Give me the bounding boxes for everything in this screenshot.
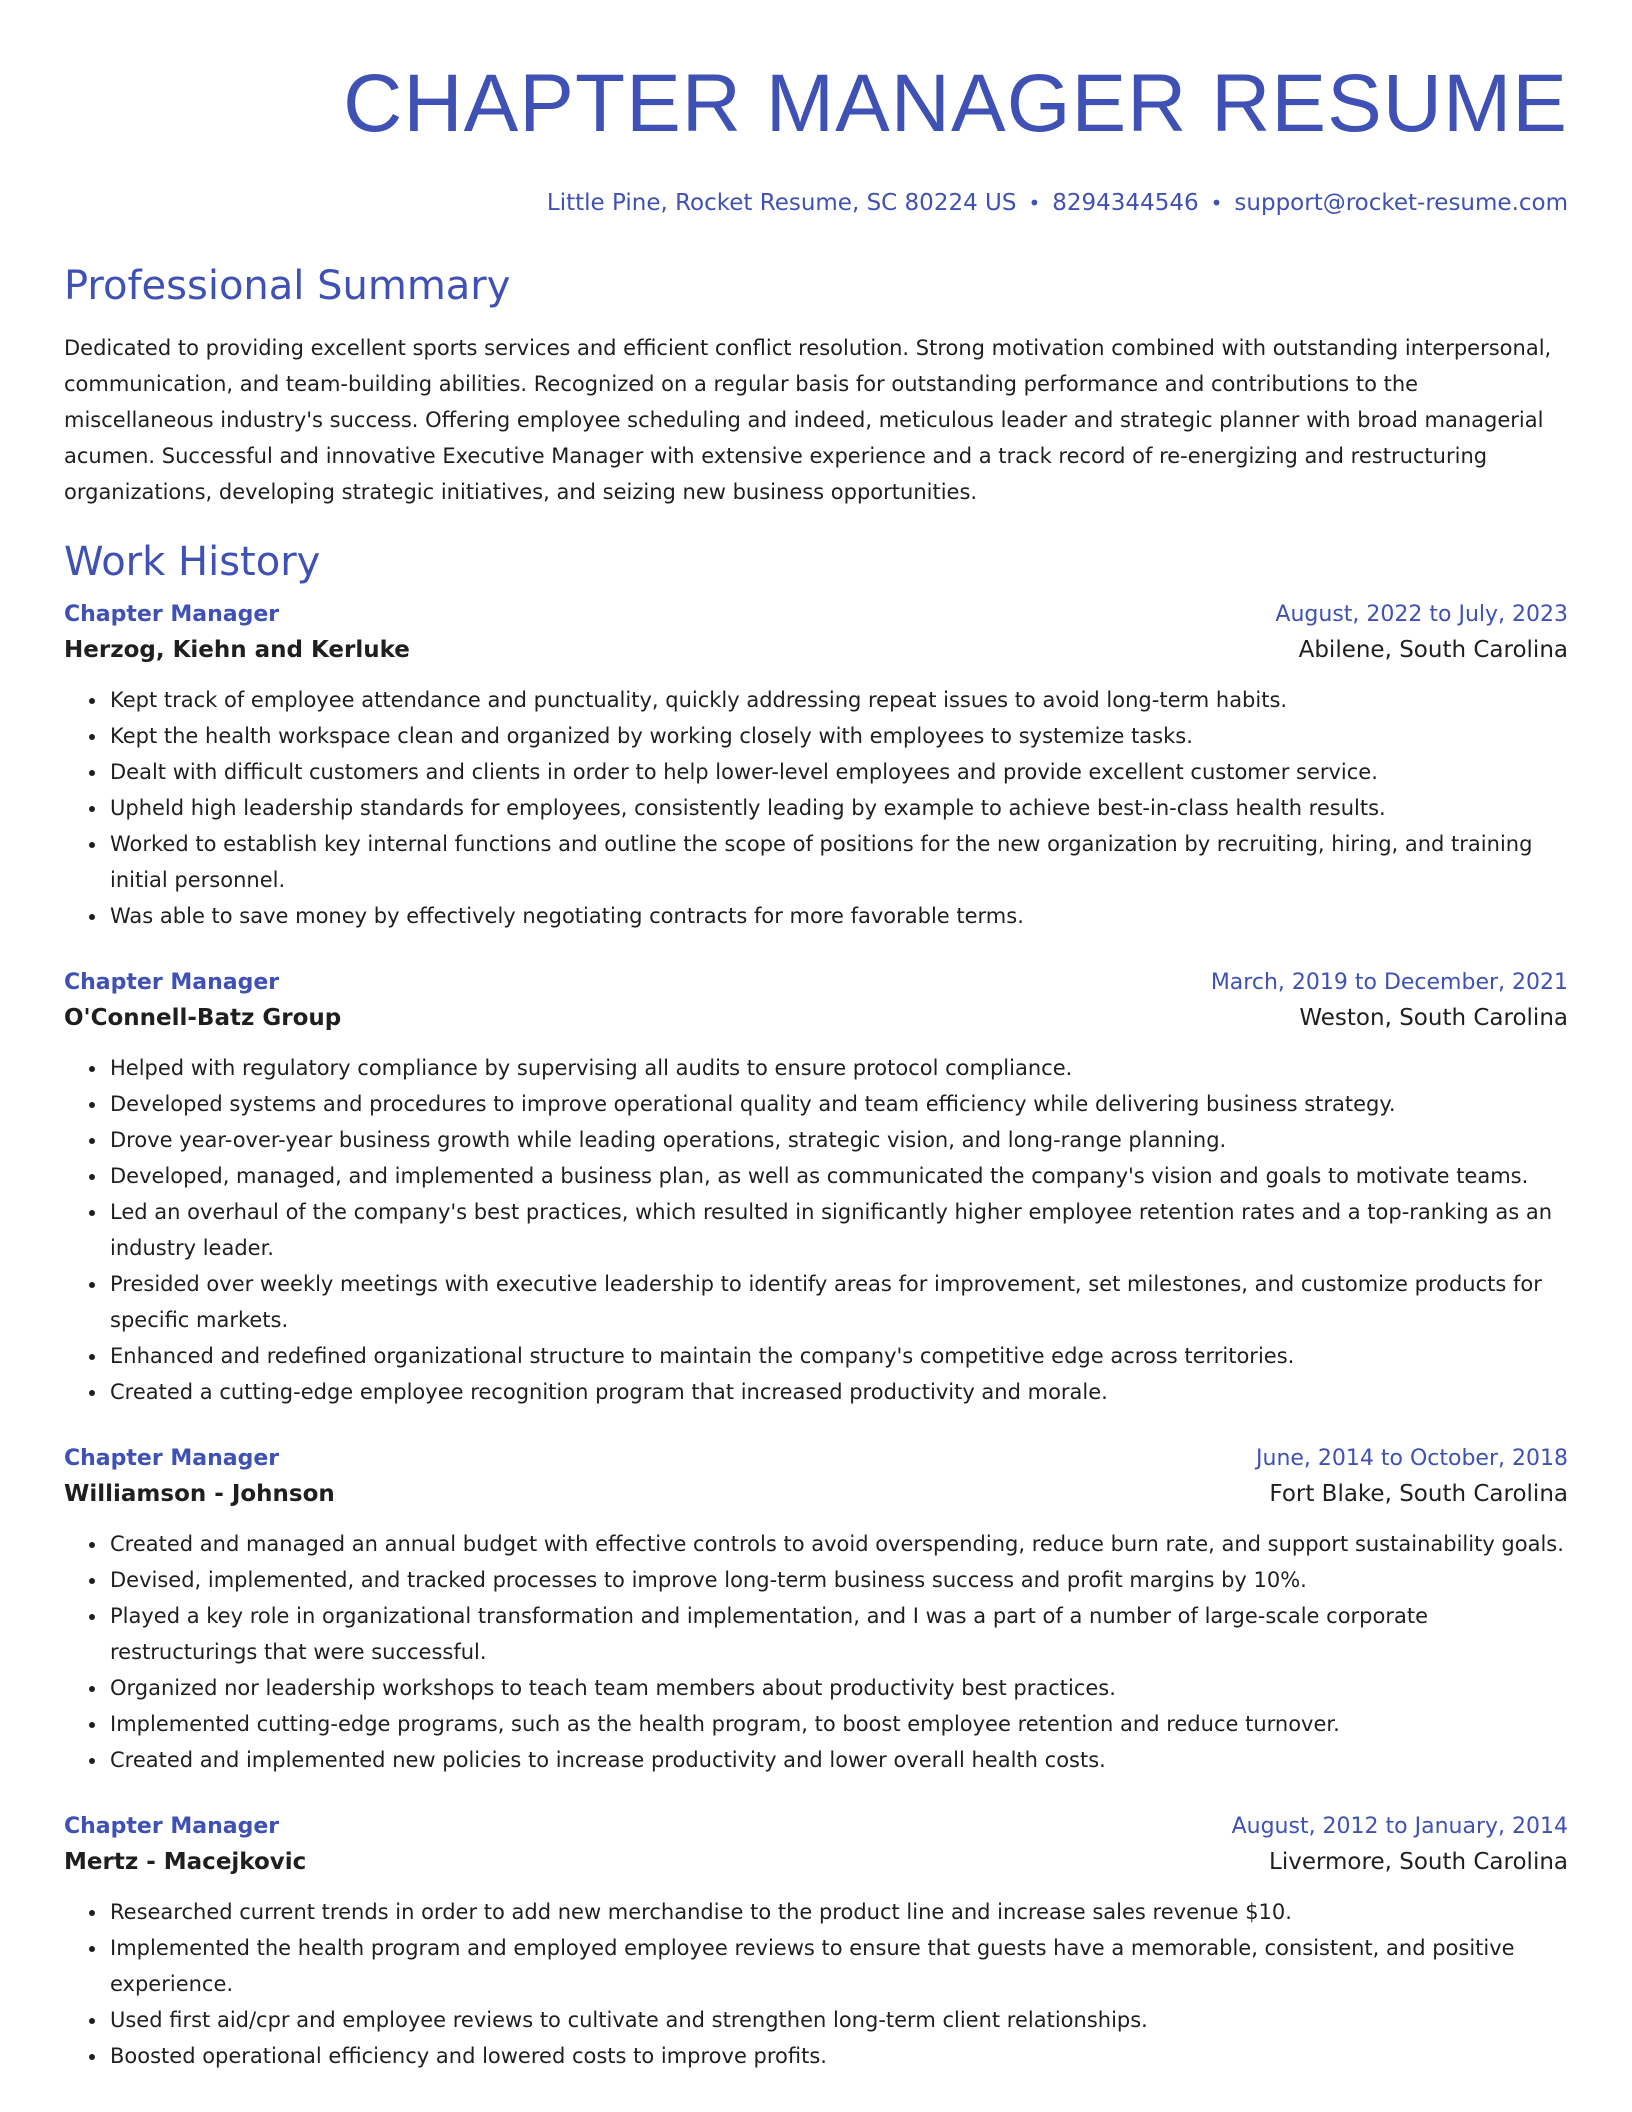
job-bullet: • Drove year-over-year business growth while leading operations, strategic vision, and long-range planning. xyxy=(108,1122,1568,1158)
job-dates: March, 2019 to December, 2021 xyxy=(1210,970,1568,995)
job-bullet: • Enhanced and redefined organizational structure to maintain the company's competitive edge across territories. xyxy=(108,1338,1568,1374)
job-company: O'Connell-Batz Group xyxy=(64,1005,342,1031)
job-bullets xyxy=(64,682,1568,934)
contact-separator: • xyxy=(1210,191,1223,215)
job-bullet: • Implemented the health program and employed employee reviews to ensure that guests have a memorable, consistent, and positive experience. xyxy=(108,1930,1568,2002)
job-bullet: • Helped with regulatory compliance by supervising all audits to ensure protocol compliance. xyxy=(108,1050,1568,1086)
job-header xyxy=(64,966,1568,1000)
job-bullet: • Was able to save money by effectively negotiating contracts for more favorable terms. xyxy=(108,898,1568,934)
job-location: Abilene, South Carolina xyxy=(1298,637,1568,663)
job-bullet: • Boosted operational efficiency and lowered costs to improve profits. xyxy=(108,2038,1568,2074)
work-history-list xyxy=(64,598,1568,2074)
job-subheader xyxy=(64,1844,1568,1880)
job-bullet: • Researched current trends in order to add new merchandise to the product line and increase sales revenue $10. xyxy=(108,1894,1568,1930)
job-location: Livermore, South Carolina xyxy=(1269,1849,1568,1875)
job-header xyxy=(64,598,1568,632)
job-bullets xyxy=(64,1526,1568,1778)
job-company: Herzog, Kiehn and Kerluke xyxy=(64,637,410,663)
job-subheader xyxy=(64,1476,1568,1512)
work-history-heading: Work History xyxy=(64,539,321,585)
job-company: Mertz - Macejkovic xyxy=(64,1849,307,1875)
contact-separator: • xyxy=(1028,191,1041,215)
job-bullet: • Kept track of employee attendance and punctuality, quickly addressing repeat issues to avoid long-term habits. xyxy=(108,682,1568,718)
job-company: Williamson - Johnson xyxy=(64,1481,335,1507)
job-dates: August, 2022 to July, 2023 xyxy=(1275,602,1568,627)
job-entry xyxy=(64,1442,1568,1778)
job-subheader xyxy=(64,632,1568,668)
job-role: Chapter Manager xyxy=(64,970,280,995)
job-bullet: • Created and managed an annual budget with effective controls to avoid overspending, reduce burn rate, and support sustainability goals. xyxy=(108,1526,1568,1562)
summary-heading: Professional Summary xyxy=(64,263,511,309)
job-role: Chapter Manager xyxy=(64,1814,280,1839)
contact-address: Little Pine, Rocket Resume, SC 80224 US xyxy=(546,190,1017,216)
resume-title: CHAPTER MANAGER RESUME xyxy=(343,58,1568,149)
job-bullet: • Dealt with difficult customers and clients in order to help lower-level employees and provide excellent customer service. xyxy=(108,754,1568,790)
job-bullet: • Played a key role in organizational transformation and implementation, and I was a part of a number of large-scale corporate restructurings that were successful. xyxy=(108,1598,1568,1670)
job-location: Weston, South Carolina xyxy=(1299,1005,1568,1031)
job-header xyxy=(64,1442,1568,1476)
resume-page xyxy=(64,0,1568,2074)
job-bullets xyxy=(64,1050,1568,1410)
job-bullet: • Kept the health workspace clean and organized by working closely with employees to systemize tasks. xyxy=(108,718,1568,754)
job-entry xyxy=(64,1810,1568,2074)
job-bullet: • Created and implemented new policies to increase productivity and lower overall health costs. xyxy=(108,1742,1568,1778)
job-bullet: • Organized nor leadership workshops to teach team members about productivity best practices. xyxy=(108,1670,1568,1706)
job-location: Fort Blake, South Carolina xyxy=(1269,1481,1568,1507)
job-bullet: • Used first aid/cpr and employee reviews to cultivate and strengthen long-term client relationships. xyxy=(108,2002,1568,2038)
job-bullet: • Led an overhaul of the company's best practices, which resulted in significantly higher employee retention rates and a top-ranking as an industry leader. xyxy=(108,1194,1568,1266)
contact-phone: 8294344546 xyxy=(1052,190,1199,216)
job-role: Chapter Manager xyxy=(64,602,280,627)
job-dates: June, 2014 to October, 2018 xyxy=(1256,1446,1568,1471)
job-entry xyxy=(64,598,1568,934)
job-bullets xyxy=(64,1894,1568,2074)
job-bullet: • Implemented cutting-edge programs, such as the health program, to boost employee retention and reduce turnover. xyxy=(108,1706,1568,1742)
job-bullet: • Presided over weekly meetings with executive leadership to identify areas for improvement, set milestones, and customize products for specific markets. xyxy=(108,1266,1568,1338)
summary-text: Dedicated to providing excellent sports services and efficient conflict resolution. Strong motivation combined with outstanding interpersonal, communication, and team-building abilities. Recognized on a regular basis for outstanding performance and contributions to the miscellaneous industry's success. Offering employee scheduling and indeed, meticulous leader and strategic planner with broad managerial acumen. Successful and innovative Executive Manager with extensive experience and a track record of re-energizing and restructuring organizations, developing strategic initiatives, and seizing new business opportunities. xyxy=(64,336,1552,504)
job-dates: August, 2012 to January, 2014 xyxy=(1231,1814,1568,1839)
job-subheader xyxy=(64,1000,1568,1036)
job-bullet: • Devised, implemented, and tracked processes to improve long-term business success and profit margins by 10%. xyxy=(108,1562,1568,1598)
job-bullet: • Worked to establish key internal functions and outline the scope of positions for the new organization by recruiting, hiring, and training initial personnel. xyxy=(108,826,1568,898)
job-bullet: • Created a cutting-edge employee recognition program that increased productivity and morale. xyxy=(108,1374,1568,1410)
job-header xyxy=(64,1810,1568,1844)
job-bullet: • Developed systems and procedures to improve operational quality and team efficiency while delivering business strategy. xyxy=(108,1086,1568,1122)
job-entry xyxy=(64,966,1568,1410)
contact-line xyxy=(64,188,1568,218)
job-bullet: • Upheld high leadership standards for employees, consistently leading by example to achieve best-in-class health results. xyxy=(108,790,1568,826)
job-bullet: • Developed, managed, and implemented a business plan, as well as communicated the company's vision and goals to motivate teams. xyxy=(108,1158,1568,1194)
job-role: Chapter Manager xyxy=(64,1446,280,1471)
contact-email: support@rocket-resume.com xyxy=(1234,190,1568,216)
